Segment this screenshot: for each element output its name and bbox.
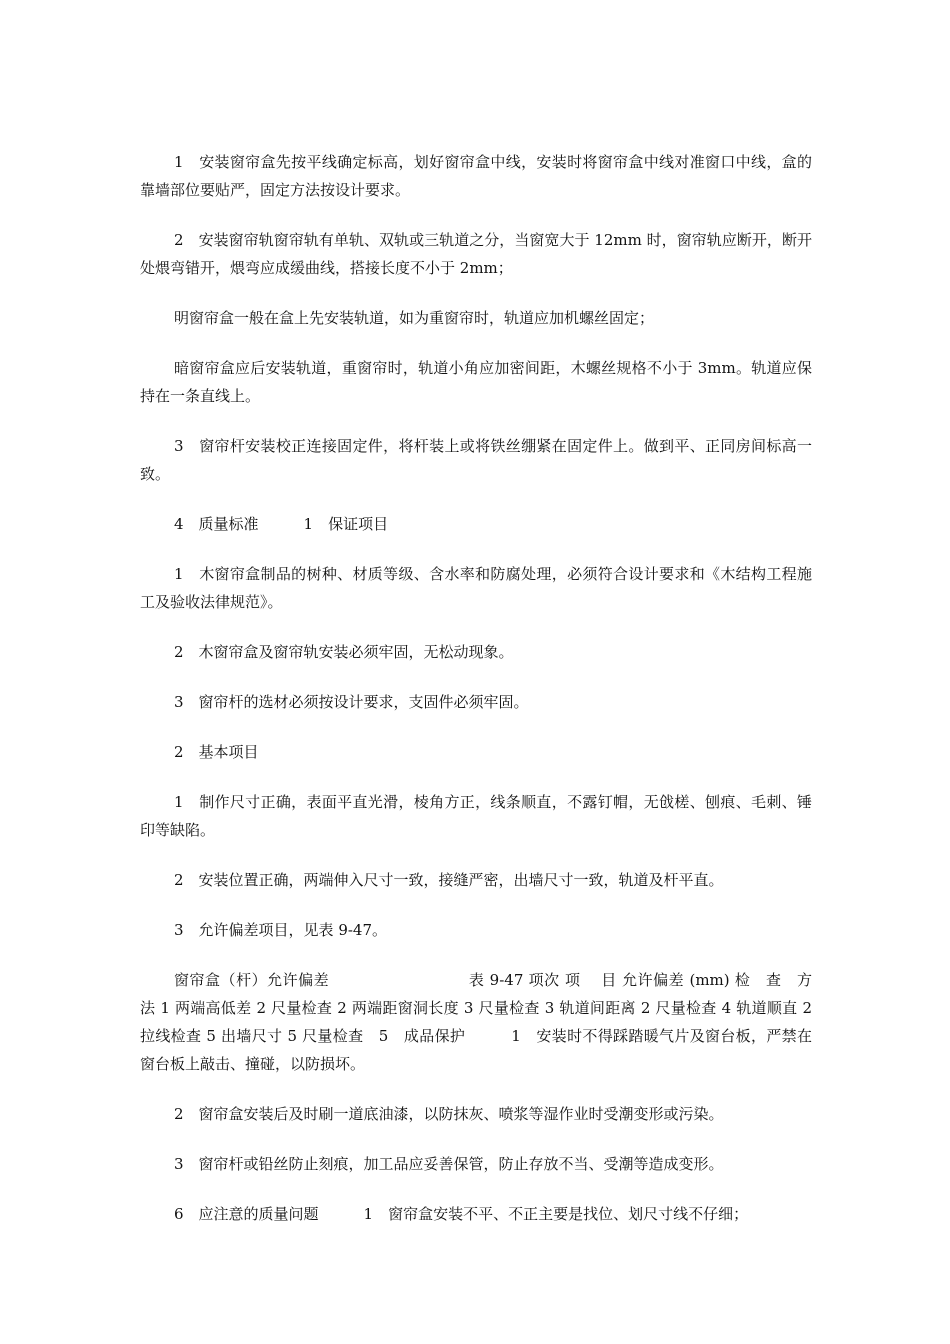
paragraph-1: 1 安装窗帘盒先按平线确定标高，划好窗帘盒中线，安装时将窗帘盒中线对准窗口中线，盒的靠墙部位要贴严，固定方法按设计要求。 [140,153,812,199]
paragraph-15: 2 窗帘盒安装后及时刷一道底油漆，以防抹灰、喷浆等湿作业时受潮变形或污染。 [174,1105,724,1123]
tolerance-table-text: 窗帘盒（杆）允许偏差 表 9-47 项次 项 目 允许偏差 (mm) 检 查 方 法 1 两端高低差 2 尺量检查 2 两端距窗洞长度 3 尺量检查 3 轨道间距离 2 尺量检查 4 轨道顺直 2 拉线检查 5 出墙尺寸 5 尺量检查 5 成品保护 1 安装时不得踩踏暖气片及窗台板，严禁在窗台板上敲击、撞碰，以防损坏。 [140,971,828,1073]
paragraph-2: 2 安装窗帘轨窗帘轨有单轨、双轨或三轨道之分，当窗宽大于 12mm 时，窗帘轨应断开，断开处煨弯错开，煨弯应成缓曲线，搭接长度不小于 2mm； [140,231,812,277]
paragraph-11: 1 制作尺寸正确，表面平直光滑，棱角方正，线条顺直，不露钉帽，无戗槎、刨痕、毛刺、锤印等缺陷。 [140,793,812,839]
paragraph-7: 1 木窗帘盒制品的树种、材质等级、含水率和防腐处理，必须符合设计要求和《木结构工程施工及验收法律规范》。 [140,565,812,611]
section-heading-quality-standard: 4 质量标准 1 保证项目 [174,515,389,533]
document-body [140,148,828,1250]
section-heading-basic-items: 2 基本项目 [174,743,259,761]
paragraph-4: 暗窗帘盒应后安装轨道，重窗帘时，轨道小角应加密间距，木螺丝规格不小于 3mm。轨道应保持在一条直线上。 [140,359,812,405]
paragraph-3: 明窗帘盒一般在盒上先安装轨道，如为重窗帘时，轨道应加机螺丝固定； [174,309,655,327]
section-heading-quality-issues: 6 应注意的质量问题 1 窗帘盒安装不平、不正主要是找位、划尺寸线不仔细； [174,1205,749,1223]
paragraph-9: 3 窗帘杆的选材必须按设计要求，支固件必须牢固。 [174,693,529,711]
paragraph-5: 3 窗帘杆安装校正连接固定件，将杆装上或将铁丝绷紧在固定件上。做到平、正同房间标高一致。 [140,437,812,483]
paragraph-8: 2 木窗帘盒及窗帘轨安装必须牢固，无松动现象。 [174,643,514,661]
paragraph-16: 3 窗帘杆或铅丝防止刻痕，加工品应妥善保管，防止存放不当、受潮等造成变形。 [174,1155,724,1173]
paragraph-13: 3 允许偏差项目，见表 9-47。 [174,921,388,939]
paragraph-12: 2 安装位置正确，两端伸入尺寸一致，接缝严密，出墙尺寸一致，轨道及杆平直。 [174,871,724,889]
